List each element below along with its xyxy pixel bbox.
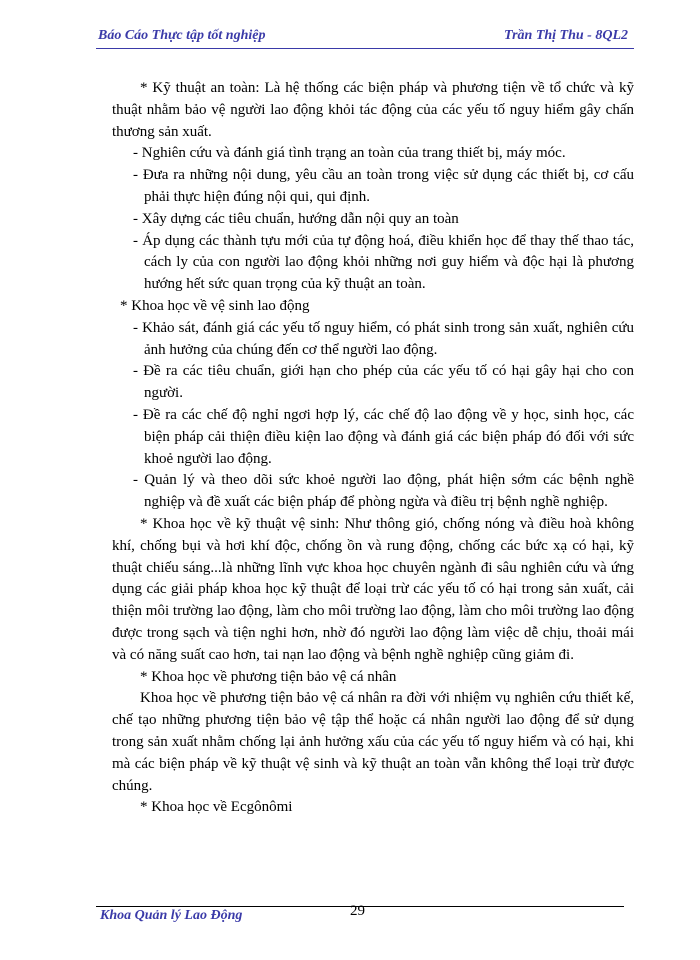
- heading-ve-sinh-lao-dong: * Khoa học về vệ sinh lao động: [120, 297, 310, 314]
- heading-ecgonomi: * Khoa học về Ecgônômi: [140, 799, 293, 816]
- header-rule: [96, 48, 634, 49]
- list-item: - Đề ra các chế độ nghỉ ngơi hợp lý, các chế độ lao động về y học, sinh học, các biện pháp cải thiện điều kiện lao động và đánh giá các biện pháp đó đối với sức khoẻ người lao động.: [133, 406, 634, 467]
- page-number: 29: [350, 903, 365, 919]
- paragraph-ky-thuat-an-toan: * Kỹ thuật an toàn: Là hệ thống các biện pháp và phương tiện về tổ chức và kỹ thuật nhằm bảo vệ người lao động khỏi tác động của các yếu tố nguy hiểm gây chấn thương sản xuất.: [112, 80, 634, 140]
- list-item: - Đưa ra những nội dung, yêu cầu an toàn trong việc sử dụng các thiết bị, cơ cấu phải thực hiện đúng nội qui, qui định.: [133, 167, 634, 205]
- list-item: - Nghiên cứu và đánh giá tình trạng an toàn của trang thiết bị, máy móc.: [133, 145, 566, 162]
- header-author: Trần Thị Thu - 8QL2: [504, 28, 628, 43]
- heading-phuong-tien-bao-ve: * Khoa học về phương tiện bảo vệ cá nhân: [140, 668, 397, 685]
- list-item: - Khảo sát, đánh giá các yếu tố nguy hiểm, có phát sinh trong sản xuất, nghiên cứu ảnh hưởng của chúng đến cơ thể người lao động.: [133, 319, 634, 358]
- footer-department: Khoa Quản lý Lao Động: [100, 908, 243, 923]
- header-title: Báo Cáo Thực tập tốt nghiệp: [98, 28, 266, 43]
- paragraph-ky-thuat-ve-sinh: * Khoa học về kỹ thuật vệ sinh: Như thông gió, chống nóng và điều hoà không khí, chống bụi và hơi khí độc, chống ồn và rung động, chống các bức xạ có hại, kỹ thuật chiếu sáng...là những lĩnh vực khoa học chuyên ngành đi sâu nghiên cứu và ứng dụng các giải pháp khoa học kỹ thuật để loại trừ các yếu tố có hại trong sản xuất, cải thiện môi trường lao động, làm cho môi trường lao động, làm cho môi trường lao động được trong sạch và tiện nghi hơn, nhờ đó người lao động làm việc dễ chịu, thoải mái và có năng suất cao hơn, tai nạn lao động và bệnh nghề nghiệp cũng giảm đi.: [112, 515, 634, 663]
- list-item: - Xây dựng các tiêu chuẩn, hướng dẫn nội quy an toàn: [133, 210, 459, 227]
- list-item: - Áp dụng các thành tựu mới của tự động hoá, điều khiển học để thay thế thao tác, cách ly của con người lao động khỏi những nơi guy hiểm và độc hại là phương hướng hết sức quan trọng của kỹ thuật an toàn.: [133, 232, 634, 293]
- list-item: - Đề ra các tiêu chuẩn, giới hạn cho phép của các yếu tố có hại gây hại cho con người.: [133, 363, 634, 402]
- list-item: - Quản lý và theo dõi sức khoẻ người lao động, phát hiện sớm các bệnh nghề nghiệp và đề xuất các biện pháp để phòng ngừa và điều trị bệnh nghề nghiệp.: [133, 472, 634, 511]
- document-body: [112, 78, 634, 819]
- paragraph-phuong-tien-bao-ve: Khoa học về phương tiện bảo vệ cá nhân ra đời với nhiệm vụ nghiên cứu thiết kế, chế tạo những phương tiện bảo vệ tập thể hoặc cá nhân người lao động để sử dụng trong sản xuất nhằm chống lại ảnh hưởng xấu của các yếu tố nguy hiểm và có hại, khi mà các biện pháp về kỹ thuật vệ sinh và kỹ thuật an toàn vẫn không thể loại trừ được chúng.: [112, 690, 634, 794]
